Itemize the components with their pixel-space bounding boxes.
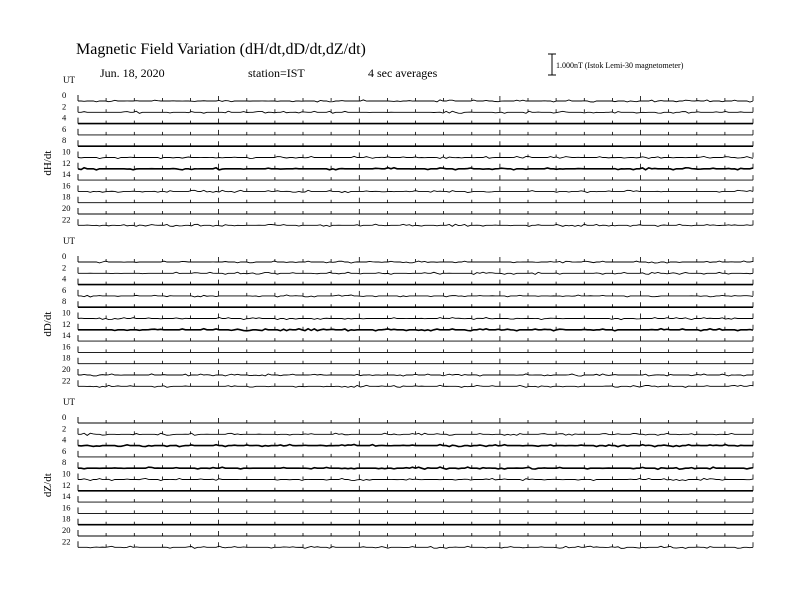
row-label: 22	[62, 375, 71, 386]
panel-ylabel: dZ/dt	[42, 473, 54, 498]
row-label: 6	[62, 123, 67, 134]
row-label: 4	[62, 434, 67, 445]
row-label: 20	[62, 364, 71, 374]
row-label: 12	[62, 318, 71, 329]
row-label: 10	[62, 146, 71, 157]
row-label: 16	[62, 341, 71, 352]
row-label: 14	[62, 169, 71, 180]
row-label: 8	[62, 457, 67, 468]
row-label: 22	[62, 536, 71, 547]
row-label: 8	[62, 135, 67, 146]
row-label: 22	[62, 214, 71, 225]
row-label: 18	[62, 513, 71, 524]
row-label: 14	[62, 330, 71, 341]
station-label: station=IST	[248, 66, 305, 80]
row-label: 10	[62, 307, 71, 318]
row-label: 20	[62, 203, 71, 213]
row-label: 12	[62, 479, 71, 490]
ut-label: UT	[63, 236, 75, 246]
panel-1	[42, 75, 753, 226]
date-label: Jun. 18, 2020	[100, 66, 165, 80]
row-label: 2	[62, 423, 67, 434]
row-label: 6	[62, 284, 67, 295]
chart-title: Magnetic Field Variation (dH/dt,dD/dt,dZ/dt)	[76, 41, 366, 58]
row-label: 0	[62, 251, 67, 261]
row-label: 0	[62, 412, 67, 422]
panel-ylabel: dD/dt	[42, 311, 54, 337]
averaging-label: 4 sec averages	[368, 66, 438, 80]
row-label: 2	[62, 101, 67, 112]
row-label: 8	[62, 296, 67, 307]
row-label: 6	[62, 445, 67, 456]
row-label: 4	[62, 273, 67, 284]
scale-bar-label: 1.000nT (Istok Lemi-30 magnetometer)	[556, 61, 684, 70]
row-label: 4	[62, 112, 67, 123]
row-label: 2	[62, 262, 67, 273]
ut-label: UT	[63, 75, 75, 85]
row-label: 10	[62, 468, 71, 479]
panel-3	[42, 397, 753, 548]
row-label: 16	[62, 502, 71, 513]
row-label: 18	[62, 352, 71, 363]
row-label: 0	[62, 90, 67, 100]
row-label: 16	[62, 180, 71, 191]
scale-bar	[548, 54, 556, 75]
row-label: 14	[62, 491, 71, 502]
ut-label: UT	[63, 397, 75, 407]
panel-ylabel: dH/dt	[42, 150, 54, 176]
row-label: 20	[62, 525, 71, 535]
panels	[42, 75, 753, 548]
row-label: 12	[62, 157, 71, 168]
panel-2	[42, 236, 753, 387]
row-label: 18	[62, 191, 71, 202]
